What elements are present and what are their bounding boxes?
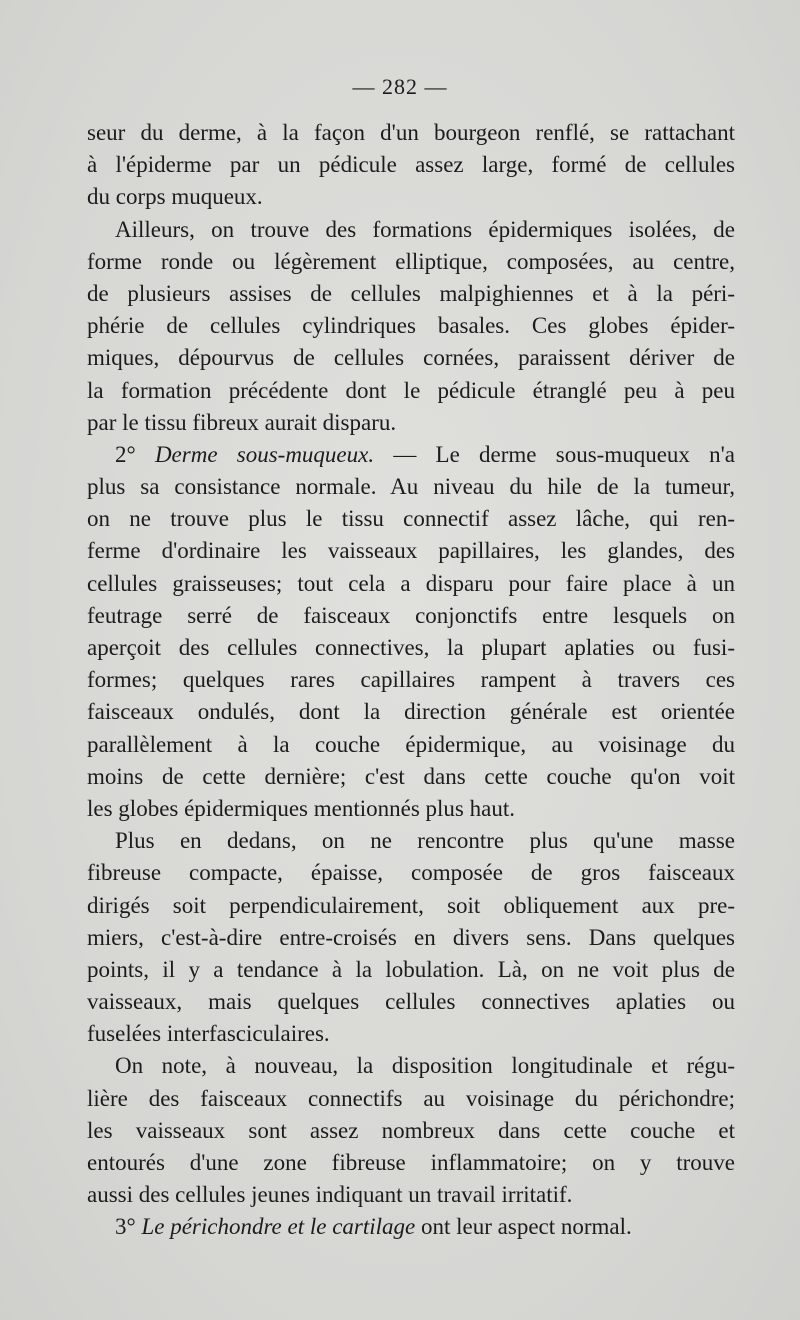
text-line	[87, 407, 735, 439]
section-number: 3°	[115, 1214, 142, 1240]
text-line	[87, 149, 735, 181]
text-line	[87, 600, 735, 632]
line-text: du corps muqueux.	[87, 184, 263, 210]
line-text: On note, à nouveau, la disposition longitudinale et régu-	[115, 1053, 735, 1079]
text-line	[87, 1147, 735, 1179]
line-text: feutrage serré de faisceaux conjonctifs entre lesquels on	[87, 602, 735, 628]
line-text: Plus en dedans, on ne rencontre plus qu'une masse	[115, 828, 735, 854]
text-line	[87, 954, 735, 986]
text-line	[87, 696, 735, 728]
line-text: par le tissu fibreux aurait disparu.	[87, 409, 397, 435]
text-line	[87, 117, 735, 149]
text-line	[87, 1050, 735, 1082]
line-text: points, il y a tendance à la lobulation. Là, on ne voit plus de	[87, 956, 735, 982]
text-line	[87, 278, 735, 310]
section-number: 2°	[115, 441, 155, 467]
line-text: Ailleurs, on trouve des formations épidermiques isolées, de	[115, 216, 735, 242]
line-text: les vaisseaux sont assez nombreux dans cette couche et	[87, 1117, 735, 1143]
text-line	[87, 664, 735, 696]
line-text: formes; quelques rares capillaires rampent à travers ces	[87, 667, 735, 693]
line-text: forme ronde ou légèrement elliptique, composées, au centre,	[87, 248, 735, 274]
line-text: fuselées interfasciculaires.	[87, 1021, 330, 1047]
text-line	[87, 857, 735, 889]
line-text: miers, c'est-à-dire entre-croisés en divers sens. Dans quelques	[87, 924, 735, 950]
line-text: phérie de cellules cylindriques basales. Ces globes épider-	[87, 313, 735, 339]
line-text: aperçoit des cellules connectives, la plupart aplaties ou fusi-	[87, 635, 735, 660]
section-heading: Le périchondre et le cartilage	[141, 1214, 416, 1240]
body-text	[87, 117, 735, 1244]
line-text: entourés d'une zone fibreuse inflammatoire; on y trouve	[87, 1150, 735, 1175]
page-number: — 282 —	[352, 74, 448, 99]
text-line	[87, 503, 735, 535]
text-line	[87, 986, 735, 1018]
text-line	[87, 1179, 735, 1211]
line-text: vaisseaux, mais quelques cellules connectives aplaties ou	[87, 989, 735, 1015]
text-line	[87, 632, 735, 664]
line-text: dirigés soit perpendiculairement, soit obliquement aux pre-	[87, 892, 735, 918]
text-line	[87, 375, 735, 407]
text-line	[87, 246, 735, 278]
text-line	[87, 439, 735, 471]
text-line	[87, 310, 735, 342]
text-line	[87, 181, 735, 213]
line-text: plus sa consistance normale. Au niveau du hile de la tumeur,	[87, 474, 735, 500]
text-line	[87, 922, 735, 954]
text-line	[87, 342, 735, 374]
line-text: on ne trouve plus le tissu connectif assez lâche, qui ren-	[87, 506, 735, 532]
line-text: faisceaux ondulés, dont la direction générale est orientée	[87, 699, 735, 725]
text-line	[87, 825, 735, 857]
text-line	[87, 471, 735, 503]
line-text: ferme d'ordinaire les vaisseaux papillaires, les glandes, des	[87, 538, 735, 564]
line-text: miques, dépourvus de cellules cornées, paraissent dériver de	[87, 345, 735, 371]
line-text: à l'épiderme par un pédicule assez large, formé de cellules	[87, 152, 735, 178]
line-text: cellules graisseuses; tout cela a disparu pour faire place à un	[87, 570, 735, 596]
line-text: lière des faisceaux connectifs au voisinage du périchondre;	[87, 1085, 735, 1111]
line-text: de plusieurs assises de cellules malpighiennes et à la péri-	[87, 280, 735, 306]
line-text: ont leur aspect normal.	[415, 1214, 632, 1240]
text-line	[87, 1018, 735, 1050]
text-line	[87, 890, 735, 922]
text-line	[87, 729, 735, 761]
line-text: seur du derme, à la façon d'un bourgeon renflé, se rattachant	[87, 120, 735, 145]
text-line	[87, 1211, 735, 1243]
line-text: — Le derme sous-muqueux n'a	[374, 441, 735, 467]
text-line	[87, 1083, 735, 1115]
text-line	[87, 535, 735, 567]
line-text: la formation précédente dont le pédicule étranglé peu à peu	[87, 377, 735, 403]
line-text: parallèlement à la couche épidermique, au voisinage du	[87, 731, 735, 757]
line-text: fibreuse compacte, épaisse, composée de gros faisceaux	[87, 860, 735, 886]
text-line	[87, 1115, 735, 1147]
line-text: moins de cette dernière; c'est dans cette couche qu'on voit	[87, 763, 735, 789]
text-line	[87, 761, 735, 793]
line-text: les globes épidermiques mentionnés plus haut.	[87, 795, 515, 821]
text-line	[87, 793, 735, 825]
text-line	[87, 568, 735, 600]
text-line	[87, 214, 735, 246]
line-text: aussi des cellules jeunes indiquant un travail irritatif.	[87, 1182, 573, 1208]
section-heading: Derme sous-muqueux.	[154, 441, 375, 467]
